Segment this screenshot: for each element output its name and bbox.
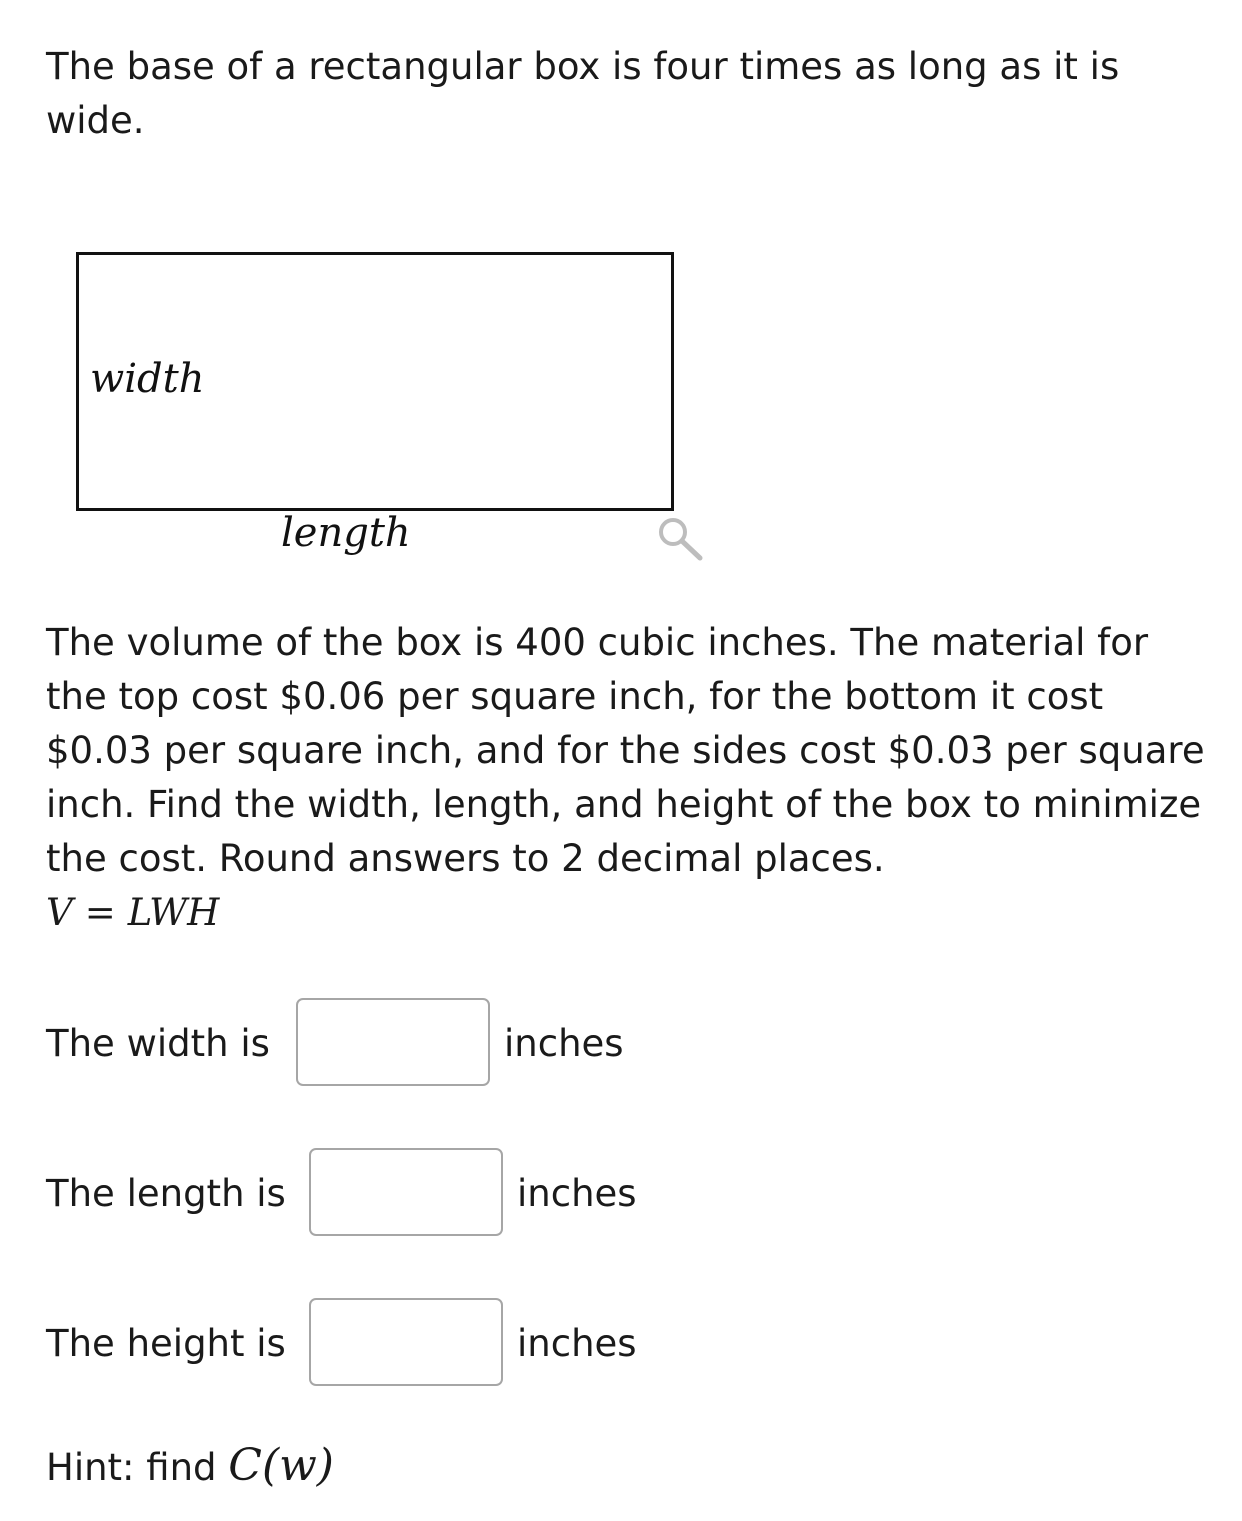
formula-equals: = <box>84 891 116 934</box>
intro-text: The base of a rectangular box is four times as long as it is wide. <box>46 45 1120 142</box>
hint-prefix: Hint: find <box>46 1446 217 1489</box>
length-input[interactable] <box>309 1148 503 1236</box>
height-answer-label: The height is <box>46 1322 286 1365</box>
length-answer-label: The length is <box>46 1172 286 1215</box>
hint-text <box>46 1440 334 1491</box>
problem-text <box>46 616 1216 940</box>
width-unit: inches <box>504 1022 624 1065</box>
magnifier-icon[interactable] <box>656 515 704 563</box>
problem-statement: The volume of the box is 400 cubic inches. The material for the top cost $0.06 per square inch, for the bottom it cost $0.03 per square inch, and for the sides cost $0.03 per square inch. Find the width, length, and height of the box to minimize the cost. Round answers to 2 decimal places. <box>46 621 1205 880</box>
length-unit: inches <box>517 1172 637 1215</box>
width-label: width <box>90 356 205 402</box>
volume-formula <box>46 891 219 934</box>
height-input[interactable] <box>309 1298 503 1386</box>
hint-expression: C(w) <box>228 1440 334 1491</box>
height-unit: inches <box>517 1322 637 1365</box>
formula-lhs: V <box>46 891 73 934</box>
formula-rhs: LWH <box>127 891 220 934</box>
width-input[interactable] <box>296 998 490 1086</box>
width-answer-label: The width is <box>46 1022 270 1065</box>
length-label: length <box>281 510 411 556</box>
